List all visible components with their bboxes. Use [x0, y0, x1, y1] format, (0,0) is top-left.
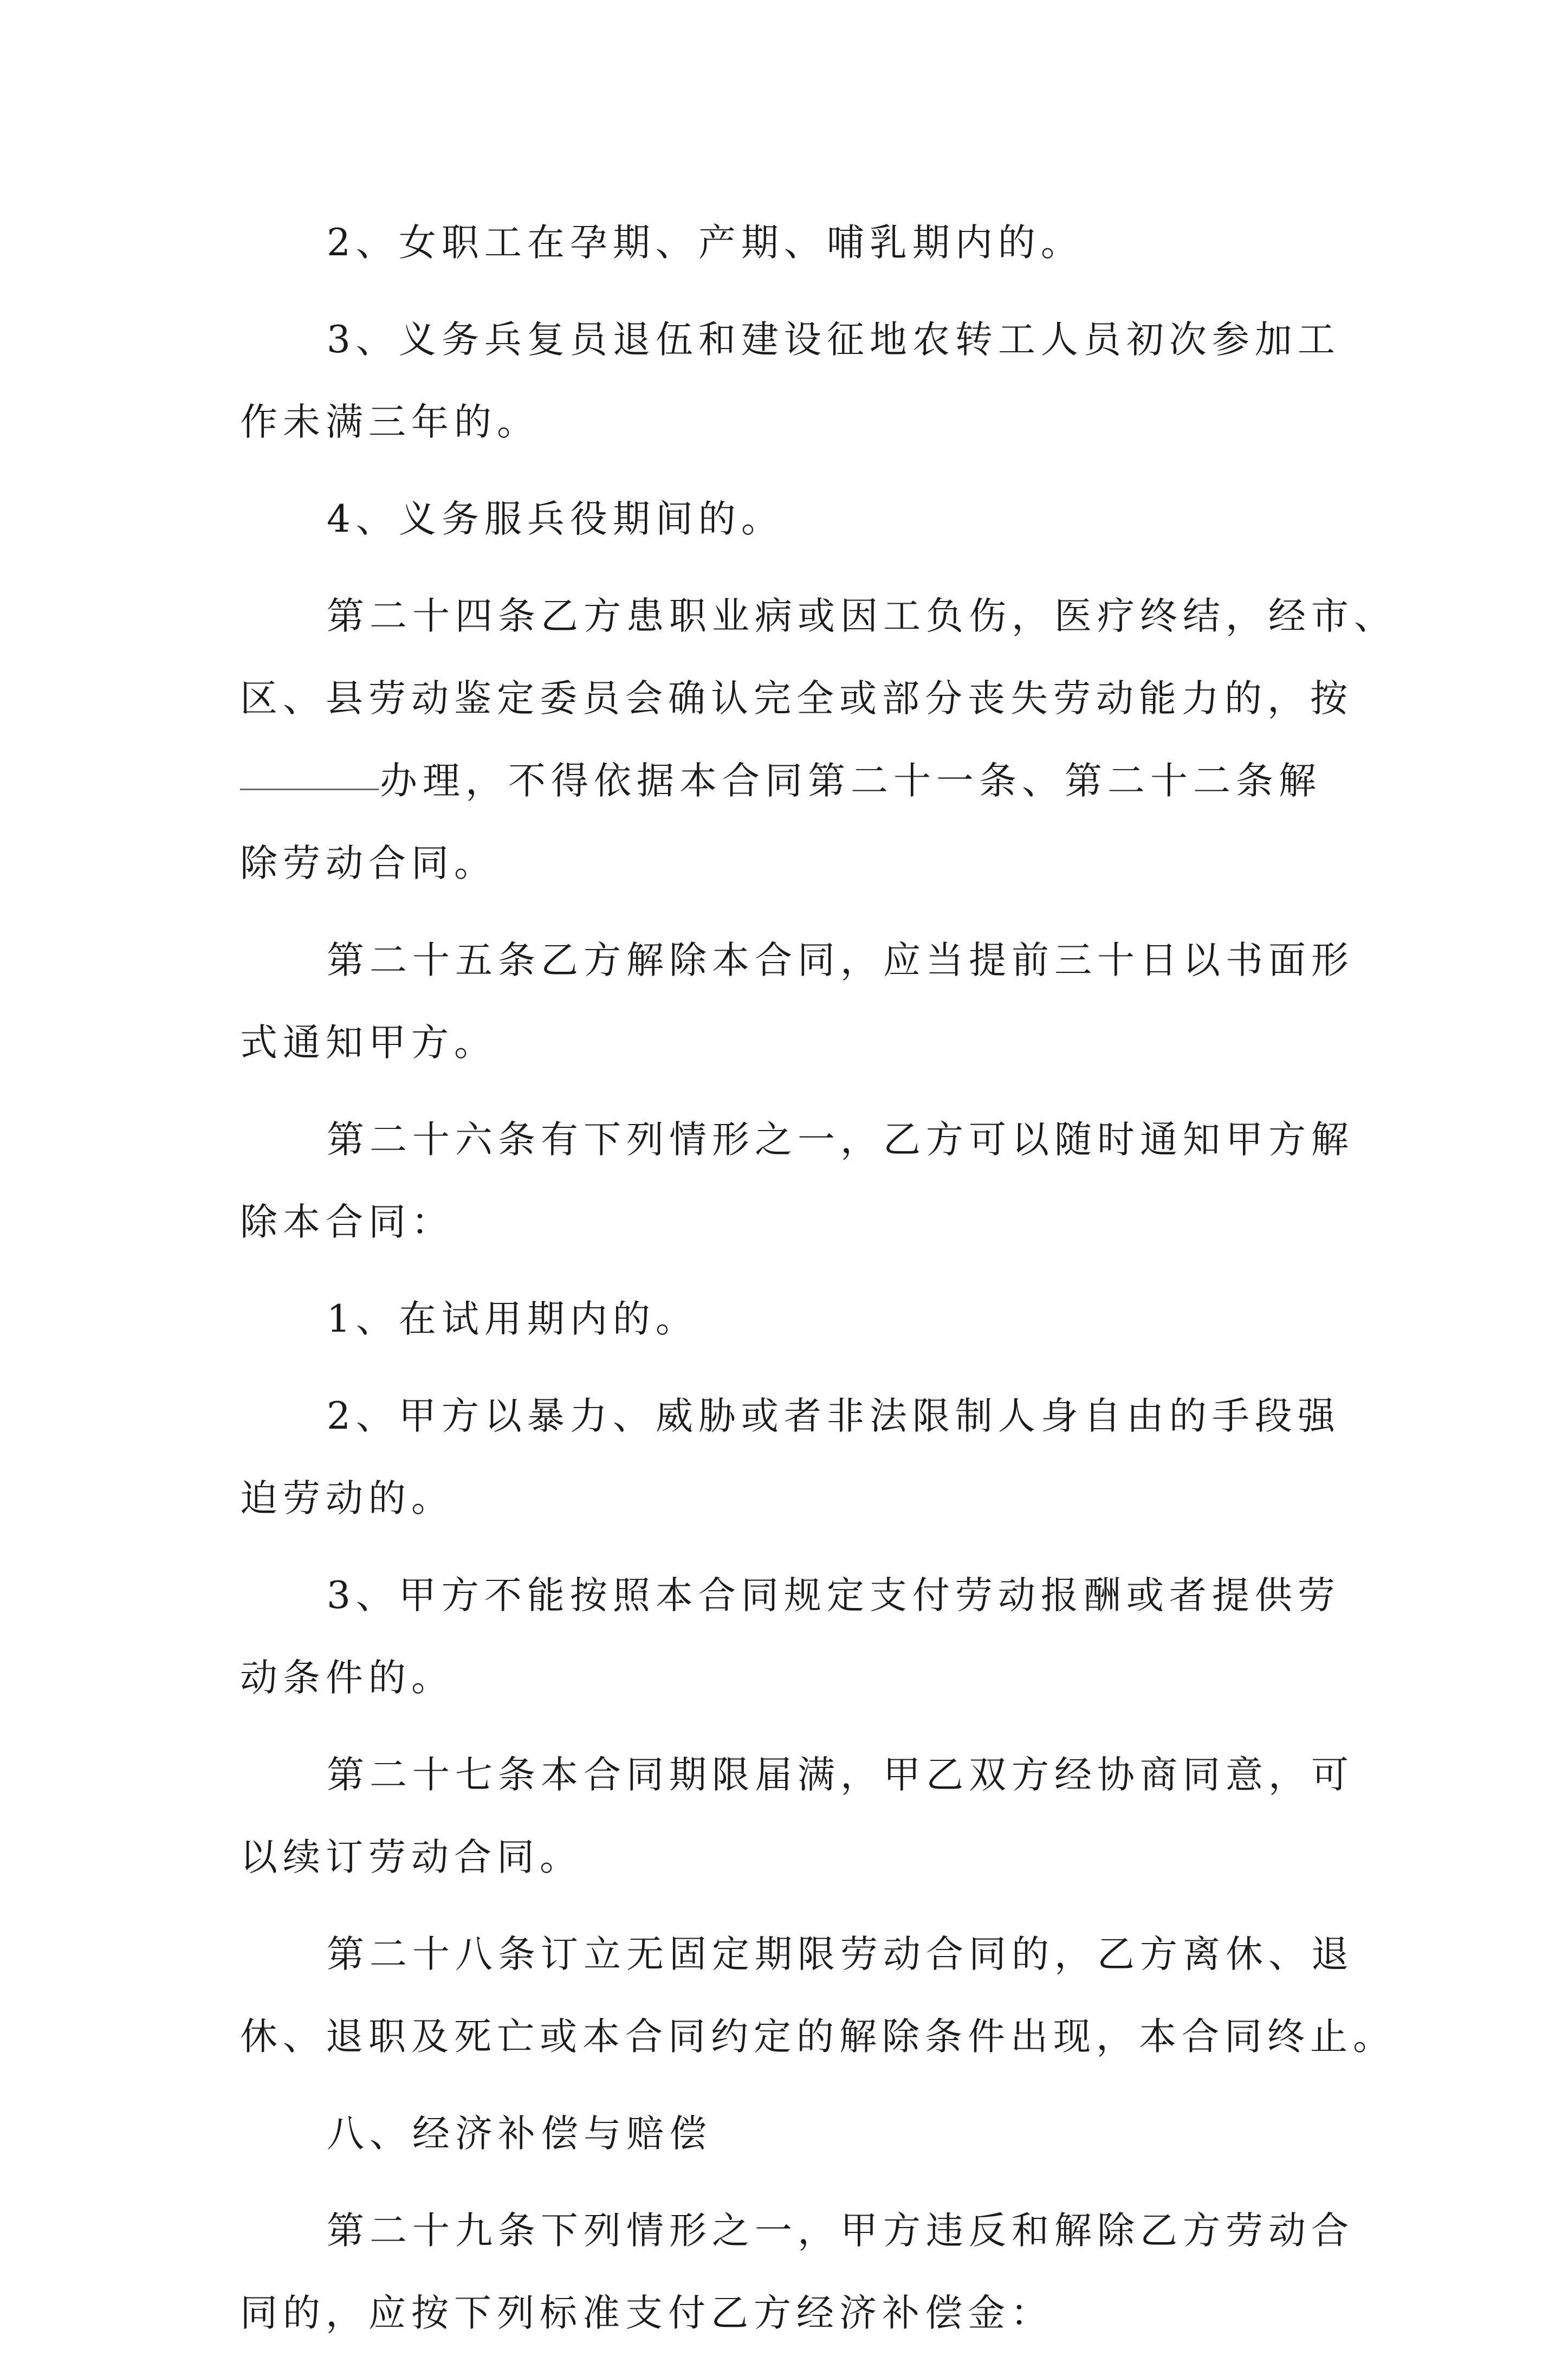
article-29 [240, 2190, 1354, 2354]
text-line: 区、县劳动鉴定委员会确认完全或部分丧失劳动能力的，按 [240, 677, 1353, 720]
text-line: 3、义务兵复员退伍和建设征地农转工人员初次参加工 [327, 318, 1340, 362]
clause-item-3-payment [240, 1554, 1343, 1719]
text-line: 第二十七条本合同期限届满，甲乙双方经协商同意，可 [327, 1753, 1354, 1797]
text-line: 第二十五条乙方解除本合同，应当提前三十日以书面形 [327, 939, 1354, 982]
fill-in-blank [240, 788, 379, 790]
text-line: 八、经济补偿与赔偿 [327, 2112, 712, 2155]
document-body [240, 202, 1397, 2369]
article-26 [240, 1099, 1354, 1263]
section-heading-8 [240, 2093, 1343, 2175]
text-line: 动条件的。 [240, 1656, 454, 1700]
clause-item-1-probation [240, 1278, 1343, 1360]
text-line: 式通知甲方。 [240, 1021, 497, 1064]
text-line-with-blank [240, 740, 1343, 822]
article-27 [240, 1734, 1354, 1899]
clause-item-2-pregnancy [240, 202, 1343, 284]
text-segment: 办理，不得依据本合同第二十一条、第二十二条解 [380, 759, 1321, 803]
clause-item-3-veterans [240, 299, 1343, 463]
article-28 [240, 1913, 1396, 2078]
text-line: 第二十六条有下列情形之一，乙方可以随时通知甲方解 [327, 1118, 1354, 1161]
text-line: 第二十八条订立无固定期限劳动合同的，乙方离休、退 [327, 1933, 1354, 1976]
text-line: 2、甲方以暴力、威胁或者非法限制人身自由的手段强 [327, 1395, 1340, 1438]
clause-item-2-forced-labor [240, 1375, 1343, 1540]
text-line: 4、义务服兵役期间的。 [327, 498, 784, 541]
text-line: 同的，应按下列标准支付乙方经济补偿金： [240, 2291, 1053, 2335]
text-line: 2、女职工在孕期、产期、哺乳期内的。 [327, 221, 1084, 264]
text-line: 除劳动合同。 [240, 842, 497, 885]
text-line: 1、在试用期内的。 [327, 1298, 698, 1341]
text-line: 作未满三年的。 [240, 401, 540, 444]
text-line: 除本合同： [240, 1200, 454, 1244]
text-line: 迫劳动的。 [240, 1477, 454, 1520]
article-25 [240, 919, 1354, 1084]
clause-item-4-military [240, 478, 1343, 560]
text-line: 第二十九条下列情形之一，甲方违反和解除乙方劳动合 [327, 2209, 1354, 2252]
article-24 [240, 575, 1397, 905]
text-line: 休、退职及死亡或本合同约定的解除条件出现，本合同终止。 [240, 2015, 1396, 2058]
text-line: 以续订劳动合同。 [240, 1836, 582, 1879]
text-line: 3、甲方不能按照本合同规定支付劳动报酬或者提供劳 [327, 1574, 1340, 1617]
text-line: 第二十四条乙方患职业病或因工负伤，医疗终结，经市、 [327, 595, 1397, 638]
